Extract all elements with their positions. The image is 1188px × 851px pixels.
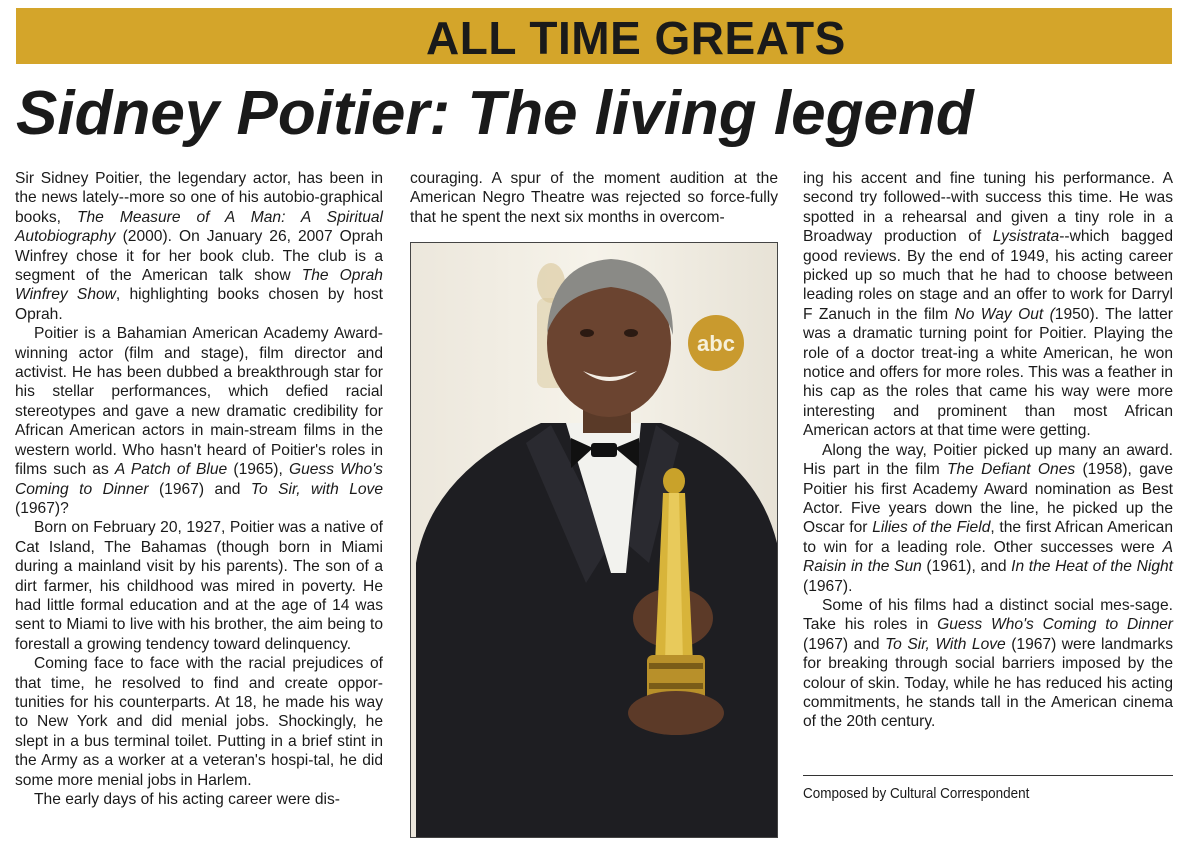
article-column-3 bbox=[803, 169, 1173, 732]
article-column-1 bbox=[15, 169, 383, 839]
paragraph-4: Coming face to face with the racial prejudices of that time, he resolved to find and create oppor-tunities for his counterparts. At 18, he made his way to New York and did menial jobs. Shockingly, he slept in a bus terminal toilet. Putting in a brief stint in the Army as a worker at a veteran's hospi-tal, he did some more menial jobs in Harlem. bbox=[15, 655, 383, 789]
section-title: ALL TIME GREATS bbox=[426, 12, 846, 64]
paragraph-9: Some of his films had a distinct social mes-sage. Take his roles in Guess Who's Coming to Dinner (1967) and To Sir, With Love (1967) were landmarks for breaking through social barriers imposed by the colour of skin. Today, while he has reduced his acting commitments, he stands tall in the American cinema of the 20th century. bbox=[803, 596, 1173, 731]
paragraph-8: Along the way, Poitier picked up many an award. His part in the film The Defiant Ones (1958), gave Poitier his first Academy Award nomination as Best Actor. Five years down the line, he picked up the Oscar for Lilies of the Field, the first African American to win for a leading role. Other successes were A Raisin in the Sun (1961), and In the Heat of the Night (1967). bbox=[803, 441, 1174, 595]
article-headline: Sidney Poitier: The living legend bbox=[16, 79, 974, 148]
paragraph-5: The early days of his acting career were dis- bbox=[34, 791, 340, 808]
author-credit: Composed by Cultural Correspondent bbox=[803, 786, 1030, 802]
section-banner bbox=[16, 8, 1172, 64]
svg-text:abc: abc bbox=[697, 331, 735, 356]
portrait-photo bbox=[410, 242, 778, 838]
paragraph-7: ing his accent and fine tuning his performance. A second try followed--with success this time. He was spotted in a rehearsal and given a tiny role in a Broadway production of Lysistrata--which bagged good reviews. By the end of 1949, his acting career picked up so much that he had to choose between leading roles on stage and an offer to work for Darryl F Zanuch in the film No Way Out (1950). The latter was a dramatic turning point for Poitier. Playing the role of a doctor treat-ing a white American, he won notice and offers for more roles. This was a feather in his cap as the roles that came his way were more interesting and prominent than most African American actors at that time were getting. bbox=[803, 170, 1174, 440]
portrait-illustration bbox=[411, 243, 777, 837]
paragraph-1: Sir Sidney Poitier, the legendary actor, has been in the news lately--more so one of his autobio-graphical books, The Measure of A Man: A Spiritual Autobiography (2000). On January 26, 2007 Oprah Winfrey chose it for her book club. The club is a segment of the American talk show The Oprah Winfrey Show, highlighting books chosen by host Oprah. bbox=[15, 170, 384, 323]
paragraph-3: Born on February 20, 1927, Poitier was a native of Cat Island, The Bahamas (though born in Miami during a mainland visit by his parents). The son of a dirt farmer, his childhood was mired in poverty. He had little formal education and at the age of 14 was sent to Miami to live with his brother, the aim being to forestall a growing tendency toward delinquency. bbox=[15, 519, 383, 653]
article-column-2 bbox=[410, 169, 778, 227]
paragraph-2: Poitier is a Bahamian American Academy Award-winning actor (film and stage), film director and activist. He has been dubbed a breakthrough star for his stellar performances, which defied racial stereotypes and gave a new dramatic credibility for African American actors in main-stream films in the western world. Who hasn't heard of Poitier's roles in films such as A Patch of Blue (1965), Guess Who's Coming to Dinner (1967) and To Sir, with Love (1967)? bbox=[15, 325, 384, 517]
paragraph-6: couraging. A spur of the moment audition at the American Negro Theatre was rejected so force-fully that he spent the next six months in overcom- bbox=[410, 170, 778, 226]
credit-divider bbox=[803, 775, 1173, 776]
